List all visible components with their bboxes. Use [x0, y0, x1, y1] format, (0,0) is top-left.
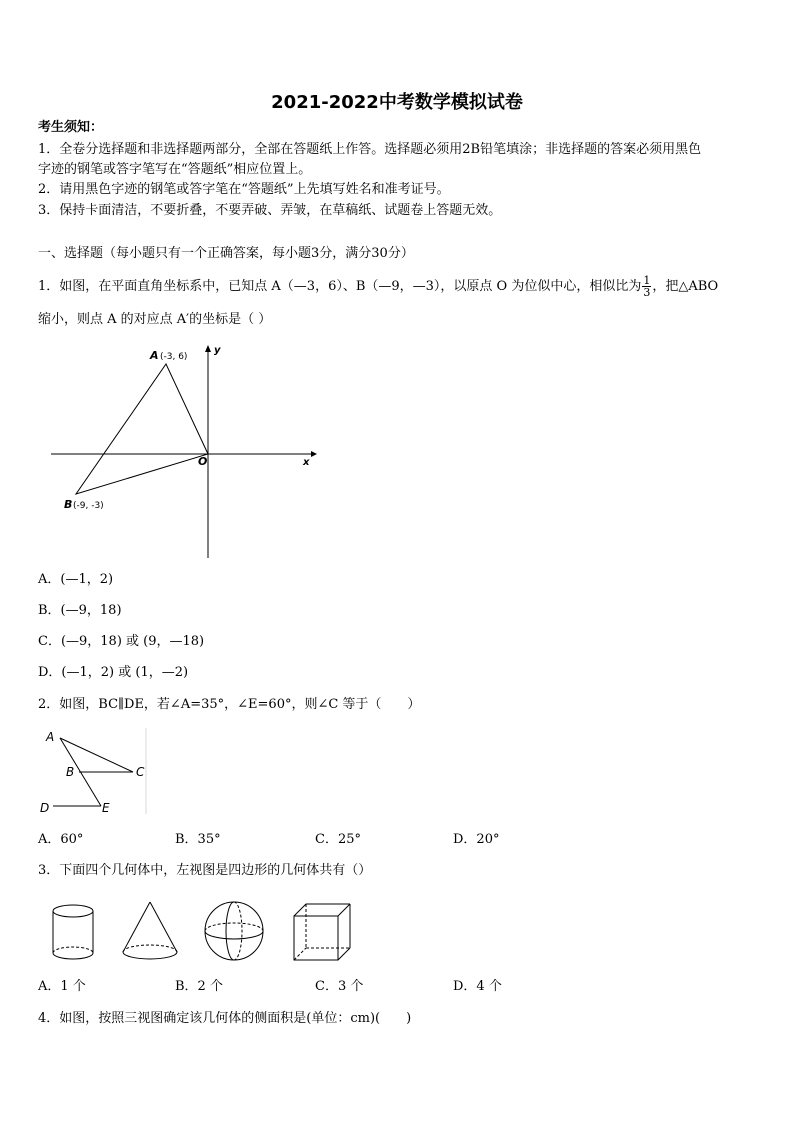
- question-2-figure: [36, 726, 150, 818]
- ratio-fraction: [642, 275, 651, 298]
- label-x: x: [303, 457, 310, 468]
- notice-item-3: 3．保持卡面清洁，不要折叠，不要弄破、弄皱，在草稿纸、试题卷上答题无效。: [38, 203, 502, 218]
- cylinder-figure: [47, 902, 99, 964]
- coord-a: (-3, 6): [160, 352, 188, 362]
- question-3-option-a[interactable]: A．1 个: [38, 979, 86, 994]
- question-4-text: 4．如图，按照三视图确定该几何体的侧面积是(单位：cm)( ): [38, 1011, 412, 1026]
- x-axis-arrow-icon: [311, 451, 317, 457]
- question-1-option-b[interactable]: B．(—9，18): [38, 603, 122, 618]
- label-point-d: D: [40, 801, 50, 815]
- question-1-option-a[interactable]: A．(—1，2): [38, 572, 114, 587]
- label-a: A: [150, 349, 159, 362]
- question-1-text: [38, 275, 760, 298]
- question-2-option-a[interactable]: A．60°: [38, 832, 84, 847]
- question-3-option-b[interactable]: B．2 个: [175, 979, 223, 994]
- question-2-text: 2．如图，BC∥DE，若∠A=35°，∠E=60°，则∠C 等于（ ）: [38, 697, 421, 712]
- question-2-option-d[interactable]: D．20°: [453, 832, 500, 847]
- label-point-b: B: [66, 765, 75, 779]
- cone-figure: [118, 898, 182, 964]
- question-1-text-b: ，把△ABO: [652, 279, 719, 294]
- question-1-text-a: 1．如图，在平面直角坐标系中，已知点 A（—3，6）、B（—9，—3），以原点 O 为位似中心，相似比为: [38, 279, 642, 294]
- question-1-option-d[interactable]: D．(—1，2) 或 (1，—2): [38, 665, 189, 680]
- question-3-option-c[interactable]: C．3 个: [315, 979, 364, 994]
- sphere-figure: [201, 898, 267, 964]
- coord-b: (-9, -3): [73, 501, 104, 511]
- section-heading: 一、选择题（每小题只有一个正确答案，每小题3分，满分30分）: [38, 246, 414, 261]
- notice-item-1-cont: 字迹的钢笔或答字笔写在“答题纸”相应位置上。: [38, 162, 312, 177]
- label-point-c: C: [136, 765, 145, 779]
- question-1-text-cont: 缩小，则点 A 的对应点 A′的坐标是（ ）: [38, 312, 272, 327]
- y-axis-arrow-icon: [205, 345, 211, 352]
- fraction-numerator: 1: [643, 274, 651, 287]
- question-2-option-c[interactable]: C．25°: [315, 832, 361, 847]
- question-3-text: 3．下面四个几何体中，左视图是四边形的几何体共有（）: [38, 863, 372, 878]
- triangle-abo: [76, 364, 208, 494]
- label-o: O: [198, 455, 208, 468]
- label-point-a: A: [46, 730, 55, 744]
- page-title: 2021-2022中考数学模拟试卷: [271, 92, 523, 113]
- label-y: y: [214, 345, 221, 356]
- notice-item-2: 2．请用黑色字迹的钢笔或答字笔在“答题纸”上先填写姓名和准考证号。: [38, 182, 450, 197]
- cube-figure: [290, 900, 354, 964]
- notice-heading: 考生须知：: [38, 120, 104, 135]
- question-2-option-b[interactable]: B．35°: [175, 832, 221, 847]
- question-1-option-c[interactable]: C．(—9，18) 或 (9，—18): [38, 634, 205, 649]
- question-3-option-d[interactable]: D．4 个: [453, 979, 502, 994]
- question-1-figure: [45, 338, 320, 566]
- label-b: B: [64, 498, 73, 511]
- fraction-denominator: 3: [643, 286, 651, 299]
- notice-item-1: 1．全卷分选择题和非选择题两部分，全部在答题纸上作答。选择题必须用2B铅笔填涂；非选择题的答案必须用黑色: [38, 142, 702, 157]
- label-point-e: E: [102, 801, 110, 815]
